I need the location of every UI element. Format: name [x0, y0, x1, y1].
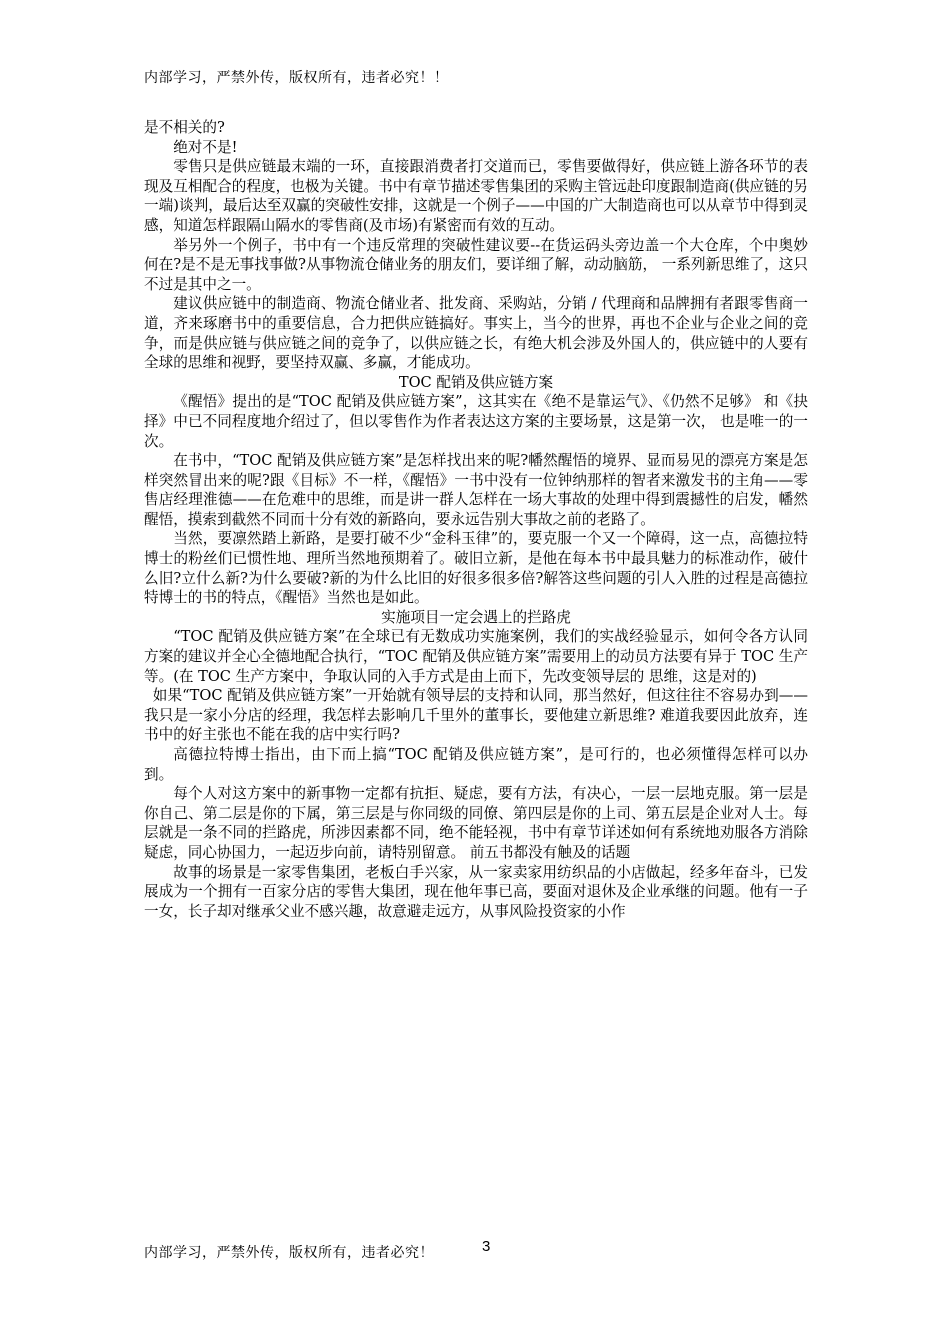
paragraph: 举另外一个例子，书中有一个违反常理的突破性建议要--在货运码头旁边盖一个大仓库，个中奥妙何在?是不是无事找事做?从事物流仓储业务的朋友们，要详细了解，动动脑筋， 一系列新思维了，这只不过是其中之一。: [144, 236, 808, 293]
paragraph: 《醒悟》提出的是“TOC 配销及供应链方案”，这其实在《绝不是靠运气》、《仍然不足够》 和《抉择》中已不同程度地介绍过了，但以零售作为作者表达这方案的主要场景，这是第一次， 也是唯一的一次。: [144, 393, 808, 450]
paragraph: 高德拉特博士指出，由下而上搞“TOC 配销及供应链方案”，是可行的，也必须懂得怎样可以办到。: [144, 746, 808, 783]
section-heading: 实施项目一定会遇上的拦路虎: [381, 608, 571, 626]
paragraph: 是不相关的?: [144, 119, 225, 136]
paragraph: 如果“TOC 配销及供应链方案”一开始就有领导层的支持和认同，那当然好，但这往往不容易办到——我只是一家小分店的经理，我怎样去影响几千里外的董事长，要他建立新思维? 难道我要因此放弃，连书中的好主张也不能在我的店中实行吗?: [144, 687, 808, 744]
paragraph: 零售只是供应链最末端的一环，直接跟消费者打交道而已，零售要做得好，供应链上游各环节的表现及互相配合的程度，也极为关键。书中有章节描述零售集团的采购主管远赴印度跟制造商(供应链的另一端)谈判，最后达至双赢的突破性安排，这就是一个例子——中国的广大制造商也可以从章节中得到灵感，知道怎样跟隔山隔水的零售商(及市场)有紧密而有效的互动。: [144, 158, 808, 234]
page-number: 3: [482, 1238, 491, 1255]
paragraph: 建议供应链中的制造商、物流仓储业者、批发商、采购站，分销 / 代理商和品牌拥有者跟零售商一道，齐来琢磨书中的重要信息，合力把供应链搞好。事实上，当今的世界，再也不企业与企业之间的竞争，而是供应链与供应链之间的竞争了，以供应链之长，有绝大机会涉及外国人的，供应链中的人要有全球的思维和视野，要坚持双赢、多赢，才能成功。: [144, 295, 808, 372]
section-heading: TOC 配销及供应链方案: [398, 373, 554, 391]
paragraph: 绝对不是!: [173, 138, 238, 156]
paragraph: 每个人对这方案中的新事物一定都有抗拒、疑虑，要有方法，有决心，一层一层地克服。第一层是你自己、第二层是你的下属，第三层是与你同级的同僚、第四层是你的上司、第五层是企业对人士。每层就是一条不同的拦路虎，所涉因素都不同，绝不能轻视，书中有章节详述如何有系统地劝服各方消除疑虑，同心协国力，一起迈步向前，请特别留意。 前五书都没有触及的话题: [144, 785, 808, 861]
page-footer-notice: 内部学习，严禁外传，版权所有，违者必究！: [144, 1245, 434, 1261]
paragraph: 在书中，“TOC 配销及供应链方案”是怎样找出来的呢?幡然醒悟的境界、显而易见的漂亮方案是怎样突然冒出来的呢?跟《目标》不一样，《醒悟》一书中没有一位钟纳那样的智者来激发书的主角——零售店经理淮德——在危难中的思维，而是讲一群人怎样在一场大事故的处理中得到震撼性的启发，幡然醒悟，摸索到截然不同而十分有效的新路向，要永远告别大事故之前的老路了。: [144, 452, 808, 528]
page-header-notice: 内部学习，严禁外传，版权所有，违者必究！！: [144, 70, 449, 86]
paragraph: “TOC 配销及供应链方案”在全球已有无数成功实施案例，我们的实战经验显示，如何令各方认同方案的建议并全心全德地配合执行，“TOC 配销及供应链方案”需要用上的动员方法要有异于 TOC 生产等。(在 TOC 生产方案中，争取认同的入手方式是由上而下，先改变领导层的 思维，这是对的): [144, 628, 808, 685]
paragraph: 故事的场景是一家零售集团，老板白手兴家，从一家卖家用纺织品的小店做起，经多年奋斗，已发展成为一个拥有一百家分店的零售大集团，现在他年事已高，要面对退休及企业承继的问题。他有一子一女，长子却对继承父业不感兴趣，故意避走远方，从事风险投资家的小作: [144, 863, 808, 920]
paragraph: 当然，要凛然踏上新路，是要打破不少“金科玉律”的，要克服一个又一个障碍，这一点，高德拉特博士的粉丝们已惯性地、理所当然地预期着了。破旧立新，是他在每本书中最具魅力的标准动作，破什么旧?立什么新?为什么要破?新的为什么比旧的好很多很多倍?解答这些问题的引人入胜的过程是高德拉特博士的书的特点，《醒悟》当然也是如此。: [144, 530, 808, 607]
document-body: [144, 118, 808, 921]
